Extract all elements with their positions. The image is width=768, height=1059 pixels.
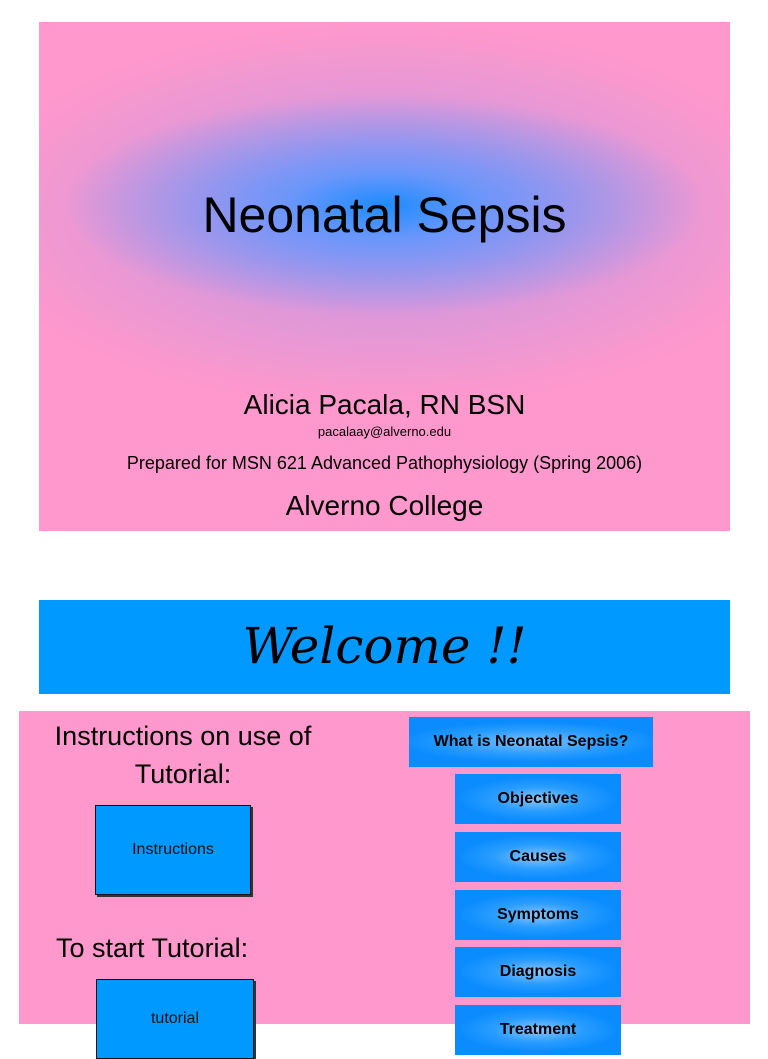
tutorial-button[interactable]: tutorial — [96, 979, 254, 1059]
instructions-label: Instructions on use of Tutorial: — [54, 721, 312, 789]
welcome-heading: Welcome !! — [242, 617, 527, 675]
instructions-button[interactable]: Instructions — [95, 805, 251, 895]
treatment-button[interactable]: Treatment — [455, 1005, 621, 1055]
college-name: Alverno College — [285, 490, 484, 521]
prepared-for-text: Prepared for MSN 621 Advanced Pathophysiology (Spring 2006) — [126, 453, 643, 473]
menu-slide — [19, 711, 750, 1038]
what-is-neonatal-sepsis-button[interactable]: What is Neonatal Sepsis? — [409, 717, 653, 767]
slide-title: Neonatal Sepsis — [202, 187, 567, 243]
diagnosis-button[interactable]: Diagnosis — [455, 947, 621, 997]
start-tutorial-label: To start Tutorial: — [56, 933, 249, 963]
author-name: Alicia Pacala, RN BSN — [243, 389, 526, 420]
objectives-button[interactable]: Objectives — [455, 774, 621, 824]
causes-button[interactable]: Causes — [455, 832, 621, 882]
title-slide — [39, 22, 730, 531]
author-email: pacalaay@alverno.edu — [317, 424, 452, 439]
welcome-banner — [39, 600, 730, 694]
symptoms-button[interactable]: Symptoms — [455, 890, 621, 940]
